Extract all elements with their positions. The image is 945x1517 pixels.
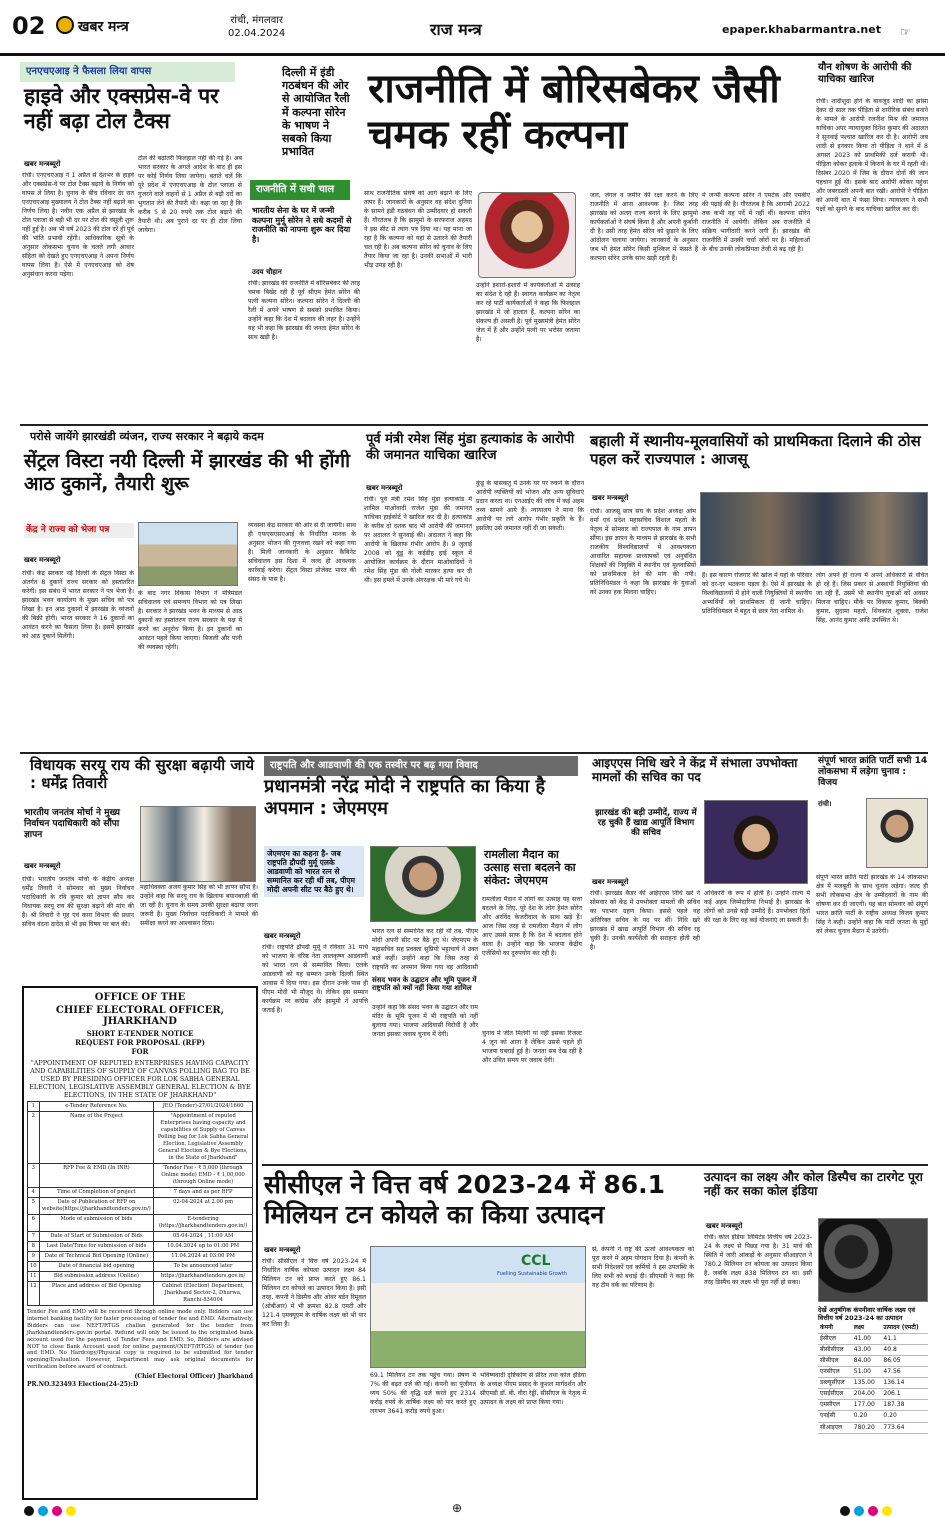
coal-table-row — [818, 1344, 928, 1355]
coalindia-body: रांची। कोल इंडिया लिमिटेड वित्तीय वर्ष 2023-24 के लक्ष्य से पिछड़ गया है। 31 मार्च की स्थिति में जारी आंकड़ों के अनुसार सीआइएल ने 780.2 मिलियन टन कोयला का उत्पादन किया है, जबकि लक्ष्य 838 मिलियन टन था। इसी तरह डिस्पैच का लक्ष्य भी पूरा नहीं हो सका। — [704, 1234, 812, 1286]
coal-table-header-cell: लक्ष्य — [852, 1323, 882, 1334]
notice-table-cell: 10 — [28, 1262, 40, 1272]
coal-table-cell: 86.05 — [881, 1355, 928, 1366]
kalpana-col-4: में जन्मी कल्पना सोरेन ने एमटेक और एमबीए की पढ़ाई की है। गौरतलब है कि आगामी 2022 तक कभी वह पर्दे में नहीं थीं। कल्पना सोरेन राजनीति में आयेंगी। लेकिन अब राजनीति में सक्रिय भागीदारी करने लगी हैं। झारखंड की राजनीति में उनकी चर्चा जोरों पर है। महिलाओं के बीच उनकी लोकप्रियता तेजी से बढ़ रही है। — [702, 192, 810, 253]
coal-table-cell: एनईसी — [818, 1411, 852, 1422]
vista-byline: खबर मन्त्रब्यूरो — [24, 556, 61, 564]
nidhi-sub: झारखंड की बड़ी उम्मीदें, राज्य में रह चुकी हैं खाद्य आपूर्ति विभाग की सचिव — [595, 808, 697, 839]
munda-body-2: कुंडू के बासकतु में उनके घर पर रुकने के दौरान आरोपी व्यक्तियों को भोजन और अन्य सुविधाएं प्रदान करता था। एनआईए की जांच में कई अहम तथ्य सामने आये हैं। न्यायालय ने माना कि आरोपी पर लगे आरोप गंभीर प्रकृति के हैं। इसलिए उसे जमानत नहीं दी जा सकती। — [476, 480, 584, 532]
nidhi-photo — [704, 800, 808, 884]
saryu-byline: खबर मन्त्रब्यूरो — [24, 862, 61, 870]
vijay-headline[interactable]: संपूर्ण भारत क्रांति पार्टी सभी 14 लोकसभा में लड़ेगा चुनाव : विजय — [818, 756, 928, 788]
bahali-body-3: लोग अपने ही राज्य में अपने अधिकारों से वंचित हो रहे हैं। जिस प्रकार से अस्थायी नियुक्तियां की जा रही हैं, उसमें भी स्थानीय युवाओं को अवसर मिलना चाहिए। मौके पर विकास कुमार, बिक्की कुमार, सुदामा महतो, शिवकांत शुक्ला, राजेश सिंह, आनंद कुमार आदि उपस्थित थे। — [816, 572, 928, 624]
coal-table-box — [818, 1306, 928, 1434]
divider — [20, 424, 928, 426]
saryu-photo — [140, 806, 256, 882]
coal-table-cell: एमसीएल — [818, 1400, 852, 1411]
delhi-kicker: राजनीति में सधी चाल — [250, 180, 350, 200]
city-day: रांची, मंगलवार — [230, 15, 283, 26]
coal-table-header-cell: उत्पादन (एमटी) — [881, 1323, 928, 1334]
crosshair-icon: ⊕ — [452, 1501, 463, 1515]
brand-name: खबर मन्त्र — [78, 19, 129, 35]
notice-table-cell: 7 days and as per RFP — [154, 1187, 253, 1197]
notice-table-cell: RFP Fee & EMD (In INR) — [39, 1163, 154, 1187]
notice-table-row — [28, 1215, 253, 1232]
notice-table-cell: 6 — [28, 1215, 40, 1232]
notice-table-row — [28, 1187, 253, 1197]
notice-sign: (Chief Electoral Officer) Jharkhand — [134, 1373, 253, 1381]
coal-table-cell: 135.00 — [852, 1378, 882, 1389]
toll-byline: खबर मन्त्रब्यूरो — [24, 160, 61, 168]
yaun-headline[interactable]: यौन शोषण के आरोपी की याचिका खारिज — [818, 62, 912, 85]
notice-table-cell: Date of Start of Submission of Bids — [39, 1232, 154, 1242]
ccl-headline[interactable]: सीसीएल ने वित्त वर्ष 2023-24 में 86.1 मिलियन टन कोयले का किया उत्पादन — [264, 1170, 666, 1229]
ccl-logo-sub: Fuelling Sustainable Growth — [497, 1271, 567, 1277]
modi-body-3: उन्होंने कहा कि संसद भवन के उद्घाटन और राम मंदिर के भूमि पूजन में भी राष्ट्रपति को नहीं बुलाया गया। भाजपा आदिवासी विरोधी है और जनता इसका जवाब चुनाव में देगी। — [372, 1004, 478, 1038]
jmm-leader-photo — [370, 846, 476, 922]
munda-body: रांची। पूर्व मंत्री रमेश सिंह मुंडा हत्याकांड में शामिल माओवादी राजेश मुंडा की जमानत याचिका हाईकोर्ट ने खारिज कर दी है। हत्याकांड के करीब दो दशक बाद भी आरोपी की जमानत पर अदालत ने सुनवाई की। अदालत ने कहा कि आरोपी के खिलाफ गंभीर आरोप हैं। 9 जुलाई 2008 को बुंडू के कईडीह हाई स्कूल में आयोजित कार्यक्रम के दौरान माओवादियों ने रमेश सिंह मुंडा की गोली मारकर हत्या कर दी थी। इस हमले में उनके अंगरक्षक भी मारे गये थे। — [364, 496, 472, 584]
munda-headline[interactable]: पूर्व मंत्री रमेश सिंह मुंडा हत्याकांड के आरोपी की जमानत याचिका खारिज — [366, 432, 575, 463]
coal-table-cell: एसईसीएल — [818, 1389, 852, 1400]
vista-subkicker: केंद्र ने राज्य को भेजा पत्र — [24, 523, 134, 538]
coal-table-row — [818, 1422, 928, 1433]
epaper-link[interactable]: epaper.khabarmantra.net — [722, 23, 881, 36]
bahali-group-photo — [700, 492, 928, 566]
coal-table-cell: डब्ल्यूसीएल — [818, 1378, 852, 1389]
coal-table-cell: 41.00 — [852, 1333, 882, 1344]
notice-title: CHIEF ELECTORAL OFFICER, JHARKHAND — [55, 1004, 225, 1027]
coal-table-row — [818, 1411, 928, 1422]
ramlila-headline[interactable]: रामलीला मैदान का उत्साह सत्ता बदलने का संकेत: जेएमएम — [484, 848, 576, 888]
coal-table-cell: 47.56 — [881, 1367, 928, 1378]
notice-table-cell: E-tendering (https://jharkhandtenders.gov.in/) — [154, 1215, 253, 1232]
notice-table-row — [28, 1101, 253, 1111]
kalpana-photo — [478, 192, 576, 278]
coal-table-cell: 136.14 — [881, 1378, 928, 1389]
divider — [262, 1164, 928, 1166]
notice-table-cell: Bid submission address (Online) — [39, 1272, 154, 1282]
vista-body-2: के बाद नगर विकास विभाग ने मंत्रिमंडल सचिवालय एवं समन्वय विभाग को पत्र लिखा है। सरकार ने झारखंड भवन के माध्यम से आठ दुकानों का हस्तांतरण राज्य सरकार के पक्ष में करने का अनुरोध किया है। इन दुकानों का आवंटन पहले किया जाएगा। बिजली और पानी की व्यवस्था रहेगी। — [138, 590, 242, 651]
notice-footer: Tender Fee and EMD will be received through online mode only. Bidders can use internet banking facility for faster processing of tender fee and EMD. Alternatively, Bidders can use NEFT/RTGS challan generated for the tender from jharkhandtenders.gov.in portal. Refund will only be issued to the originated bank account used for the payment of Tender Fees and EMD. So, Bidders are advised NOT to close Bank Account used for online payment/(NEFT/RTGS) of tender fee and EMD. No Hardcopy/Physical copy is required to be submitted for tender opening/Evaluation. However, Department may ask original documents for verification before award of contract. — [27, 1309, 253, 1371]
notice-table-cell: Place and address of Bid Opening — [39, 1282, 154, 1306]
toll-body-2: टोल की बढ़ोतरी फिलहाल नहीं की गई है। अब भारत सरकार के अगले आदेश के बाद ही इस पर कोई निर्णय लिया जायेगा। बताते चलें कि पूरे प्रदेश में एनएचएआइ के टोल प्लाजा से गुजरने वाले वाहनों से 1 अप्रैल से बढ़ी दरों का भुगतान लेने की तैयारी थी। कहा जा रहा है कि करीब 5 से 20 रुपये तक टोल बढ़ाने की तैयारी थी। अब पुराने दर पर ही टोल लिया जायेगा। — [138, 155, 242, 234]
vijay-photo — [866, 798, 928, 868]
notice-table-row — [28, 1262, 253, 1272]
saryu-headline[interactable]: विधायक सरयू राय की सुरक्षा बढ़ायी जाये : धर्मेंद्र तिवारी — [30, 756, 255, 792]
vista-body: रांची। केंद्र सरकार नई दिल्ली के सेंट्रल विस्टा के अंतर्गत 8 दुकानें राज्य सरकार को हस्तांतरित करेगी। इस संबंध में भारत सरकार ने पत्र भेजा है। झारखंड भवन कार्यालय के मुख्य सचिव को पत्र लिखा है। इन आठ दुकानों में झारखंड के व्यंजनों की बिक्री होगी। भारत सरकार ने 16 दुकानों का आवंटन करने का फैसला लिया है। इसमें झारखंड को आठ दुकानें मिलेंगी। — [22, 570, 134, 640]
notice-table-cell: JEO (Tender)-27/01/2024/1660 — [154, 1101, 253, 1111]
modi-byline: खबर मन्त्रब्यूरो — [264, 932, 301, 940]
ccl-byline: खबर मन्त्रब्यूरो — [264, 1246, 301, 1254]
delhi-body: रांची। झारखंड की राजनीति में बोरिसबेकर की तरह चमक बिखेर रही हैं पूर्व सीएम हेमंत सोरेन की पत्नी कल्पना सोरेन। कल्पना सोरेन ने दिल्ली की रैली में अपने भाषण से सबको प्रभावित किया। उन्होंने कहा कि देश में बदलाव की लहर है। उन्होंने यह भी कहा कि झारखंड की जनता हेमंत सोरेन के साथ खड़ी है। — [248, 280, 360, 341]
coal-table-cell: 84.00 — [852, 1355, 882, 1366]
notice-table-row — [28, 1111, 253, 1163]
notice-table-row — [28, 1232, 253, 1242]
coal-table-cell: सीआइएल — [818, 1422, 852, 1433]
coal-table-cell: सीसीएल — [818, 1355, 852, 1366]
coal-photo — [818, 1218, 928, 1302]
ccl-body-3: भविष्यवादी दृष्टिकोण से प्रेरित तथा कोल इंडिया के अध्यक्ष पीएम प्रसाद के कुशल मार्गदर्शन और सीएमडी डॉ. बी. वीरा रेड्डी, सीसीएल के नेतृत्व में उत्पादन के लक्ष्य को प्राप्त किया गया। — [480, 1372, 586, 1406]
kalpana-col-1: साथ राजनीतिक संघर्ष को आगे बढ़ाने के लिए तत्पर हैं। जानकारों के अनुसार वह संदेश दुनिया के सामने इंडी गठबंधन की उम्मीदवार हो सकती हैं। गौरतलब है कि झामुमो के सरफराज अहमद ने इस सीट से त्याग पत्र दिया था। यह माना जा रहा है कि कल्पना को यहां से उतारने की तैयारी चल रही है। अब कल्पना सोरेन को चुनाव के लिए तैयार किया जा रहा है। उनकी सभाओं में भारी भीड़ उमड़ रही है। — [364, 190, 472, 269]
bahali-body: रांची। आजसू छात्र संघ के प्रदेश अध्यक्ष ओम वर्मा एवं प्रदेश महासचिव विशाल महतो के नेतृत्व में सोमवार को राज्यपाल के नाम ज्ञापन सौंपा। इस ज्ञापन के माध्यम से झारखंड के सभी राजकीय विश्वविद्यालयों में आवश्यकता आधारित सहायक प्राध्यापकों एवं अनुबंधित शिक्षकों की नियुक्ति में स्थानीय एवं मूलवासियों को प्राथमिकता देने की मांग की गयी। प्रतिनिधिमंडल ने कहा कि झारखंड के युवाओं को उनका हक मिलना चाहिए। — [590, 508, 696, 596]
notice-table-cell: https://jharkhandtenders.gov.in/ — [154, 1272, 253, 1282]
ccl-body-2: 69.1 मिलियन टन तक पहुंच गया। प्रेषण में 7% की बढ़त दर्ज की गई। कंपनी का पूंजीगत व्यय 50% की वृद्धि दर्ज करते हुए 2314 करोड़ रुपये के वार्षिक लक्ष्य को पार करते हुए लगभग 3641 करोड़ रुपये हुआ। — [370, 1372, 476, 1415]
notice-table-cell: Name of the Project — [39, 1111, 154, 1163]
coal-table-row — [818, 1333, 928, 1344]
coal-table-row — [818, 1378, 928, 1389]
issue-date: 02.04.2024 — [228, 28, 286, 39]
modi-quote: जेएमएम का कहना है- जब राष्ट्रपति द्रौपदी मुर्मू एलके आडवाणी को भारत रत्न से सम्मानित कर रही थीं तब, पीएम मोदी अपनी सीट पर बैठे हुए थे। — [264, 846, 364, 897]
notice-rfp: REQUEST FOR PROPOSAL (RFP) — [75, 1037, 205, 1047]
coal-table-cell: 40.8 — [881, 1344, 928, 1355]
notice-table-cell: Date of financial bid opening — [39, 1262, 154, 1272]
toll-kicker: एनएचएआइ ने फैसला लिया वापस — [20, 62, 235, 82]
page-number: 02 — [12, 12, 46, 40]
coal-table-cell: 204.00 — [852, 1389, 882, 1400]
dateline — [228, 14, 285, 40]
notice-for: FOR — [131, 1047, 149, 1057]
bahali-body-2: हैं। इस कारण रोजगार की खोज में यहां के परिवार को दर-दर भटकना पड़ता है। ऐसे में झारखंड के विश्वविद्यालयों में होने वाली नियुक्तियों में स्थानीय अभ्यर्थियों को प्राथमिकता दी जानी चाहिए। प्रतिनिधिमंडल में बहुत से छात्र नेता शामिल थे। — [702, 572, 812, 615]
vista-kicker: परोसे जायेंगे झारखंडी व्यंजन, राज्य सरकार ने बढ़ाये कदम — [30, 430, 264, 443]
vista-headline[interactable]: सेंट्रल विस्टा नयी दिल्ली में झारखंड की भी होंगी आठ दुकानें, तैयारी शुरू — [24, 450, 351, 495]
coal-table-cell: 0.20 — [881, 1411, 928, 1422]
coalindia-byline: खबर मन्त्रब्यूरो — [706, 1222, 743, 1230]
notice-table-cell: 11 — [28, 1272, 40, 1282]
notice-desc: "APPOINTMENT OF REPUTED ENTERPRISES HAVING CAPACITY AND CAPABILITIES OF SUPPLY OF CANVAS POLLING BAG TO BE USED BY PRESIDING OFFICER FOR LOK SABHA GENERAL ELECTION, LEGISLATIVE ASSEMBLY GENERAL ELECTION & BYE ELECTIONS, IN THE STATE OF JHARKHAND" — [29, 1058, 251, 1099]
notice-table-cell: 2 — [28, 1111, 40, 1163]
coal-table-cell: 780.20 — [852, 1422, 882, 1433]
notice-table-cell: 12 — [28, 1282, 40, 1306]
notice-table-cell: 3 — [28, 1163, 40, 1187]
notice-table-cell: 7 — [28, 1232, 40, 1242]
notice-table-cell: 4 — [28, 1187, 40, 1197]
notice-table-cell: Cabinet (Election) Department, Jharkhand Sector-2, Dhurwa, Ranchi-834004 — [154, 1282, 253, 1306]
notice-table-cell: 1 — [28, 1101, 40, 1111]
notice-table-cell: e-Tender Reference No. — [39, 1101, 154, 1111]
notice-table-cell: "Appointment of reputed Enterprises having capacity and capabilities of Supply of Canvas Polling bag for Lok Sabha General Election, Legislative Assembly General Election & Bye Elections, in the State of Jharkhand" — [154, 1111, 253, 1163]
nidhi-body: रांची। झारखंड कैडर की आईएएस निधि खरे ने सोमवार को केंद्र में उपभोक्ता मामलों की सचिव का पदभार ग्रहण किया। इससे पहले वह अतिरिक्त सचिव के पद पर थीं। निधि खरे झारखंड में खाद्य आपूर्ति विभाग की सचिव रह चुकी हैं। उनकी कार्यशैली की सराहना होती रही है। — [590, 890, 700, 951]
notice-table-cell: Date of Publication of RFP on website(https://jharkhandtenders.gov.in/) — [39, 1198, 154, 1215]
delhi-byline: उदय चौहान — [252, 268, 282, 276]
modi-body: रांची। राष्ट्रपति द्रौपदी मुर्मू ने रविवार 31 मार्च को भाजपा के वरिष्ठ नेता लालकृष्ण आडवाणी को भारत रत्न से सम्मानित किया। एलके आडवाणी को यह सम्मान उनके दिल्ली स्थित आवास में दिया गया। इस दौरान उनके पास ही पीएम मोदी भी मौजूद थे। लेकिन इस सम्मान कार्यक्रम पर कांग्रेस और झामुमो ने आपत्ति जताई है। — [262, 944, 368, 1014]
coal-table-title: देखें अनुषंगिक कंपनीवार वार्षिक लक्ष्य एवं वित्तीय वर्ष 2023-24 का उत्पादन — [818, 1306, 916, 1323]
modi-headline[interactable]: प्रधानमंत्री नरेंद्र मोदी ने राष्ट्रपति का किया है अपमान : जेएमएम — [264, 776, 546, 819]
saryu-body: रांची। भारतीय जनतंत्र मोर्चा के केंद्रीय अध्यक्ष धर्मेंद्र तिवारी ने सोमवार को मुख्य निर्वाचन पदाधिकारी के रवि कुमार को ज्ञापन सौंप कर विधायक सरयू राय की सुरक्षा बढ़ाने की मांग की है। श्री तिवारी ने गृह एवं कारा विभाग की प्रधान सचिव वंदना दादेल से भी इस विषय पर बात की। — [22, 876, 134, 928]
notice-office: OFFICE OF THE — [94, 992, 186, 1003]
coal-table-cell: एनसीएल — [818, 1367, 852, 1378]
coal-table-cell: 206.1 — [881, 1389, 928, 1400]
coal-table-header-cell: कंपनी — [818, 1323, 852, 1334]
coal-table-cell: 41.1 — [881, 1333, 928, 1344]
ccl-building-photo — [370, 1246, 586, 1368]
notice-table-cell: Time of Completion of project — [39, 1187, 154, 1197]
notice-table-cell: Last Date/Time for submission of bids — [39, 1242, 154, 1252]
coal-table-row — [818, 1367, 928, 1378]
coal-table-cell: बीसीसीएल — [818, 1344, 852, 1355]
masthead — [0, 0, 945, 56]
modi-body-2: भारत रत्न से सम्मानित कर रही थीं तब, पीएम मोदी अपनी सीट पर बैठे हुए थे। जेएमएम के महासचिव सह प्रवक्ता सुप्रियो भट्टाचार्य ने उक्त बातें कहीं। उन्होंने कहा कि जिस तरह से राष्ट्रपति का अपमान किया गया वह आदिवासी — [372, 928, 478, 971]
notice-table-row — [28, 1252, 253, 1262]
ramlila-body-2: चुनाव में जीत मिलेगी या नहीं इसका रिजल्ट 4 जून को आना है लेकिन उससे पहले ही भाजपा घबराई हुई है। जनता सब देख रही है और उचित समय पर जवाब देगी। — [482, 1030, 582, 1064]
ccl-logo: CCL — [521, 1253, 551, 1269]
divider — [20, 752, 928, 754]
ccl-body: रांची। सीसीएल ने वित्त वर्ष 2023-24 में निर्धारित वार्षिक कोयला उत्पादन लक्ष्य 84 मिलियन टन को प्राप्त करते हुए 86.1 मिलियन टन कोयले का उत्पादन किया है। इसी तरह, कंपनी ने डिस्पैच और ओवर बर्डन रिमूवल (ओबीआर) में भी क्रमशः 82.8 एमटी और 121.4 एमक्यूएम के वार्षिक लक्ष्य को भी पार कर लिया है। — [262, 1258, 366, 1328]
vista-photo — [138, 522, 238, 586]
coal-table-row — [818, 1400, 928, 1411]
notice-table-cell: 5 — [28, 1198, 40, 1215]
modi-kicker: राष्ट्रपति और आडवाणी की एक तस्वीर पर बढ़ गया विवाद — [264, 756, 578, 776]
coal-table-cell: 0.20 — [852, 1411, 882, 1422]
saryu-sub: भारतीय जनतंत्र मोर्चा ने मुख्य निर्वाचन पदाधिकारी को सौंपा ज्ञापन — [24, 808, 120, 840]
nidhi-byline: खबर मन्त्रब्यूरो — [592, 878, 629, 886]
modi-sub: संसद भवन के उद्घाटन और भूमि पूजन में राष्ट्रपति को क्यों नहीं किया गया शामिल — [372, 976, 477, 993]
coal-table-cell: ईसीएल — [818, 1333, 852, 1344]
notice-table-cell: Date of Technical Bid Opening (Online) — [39, 1252, 154, 1262]
coal-table-cell: 187.38 — [881, 1400, 928, 1411]
kalpana-col-3: जल, जंगल व जमीन की रक्षा करने के लिए राजनीति में आना आवश्यक है। जिस तरह झारखंड को अलग राज्य बनाने के लिए झामुमो कार्यकर्ताओं ने संघर्ष किया है और अपनी कुर्बानी दी है। उसी तरह हेमंत सोरेन को छुड़ाने के लिए आंदोलन चलाया जायेगा। जानकारों के अनुसार जब भी हेमंत सोरेन किसी मुश्किल में फंसते हैं कल्पना सोरेन उनके साथ खड़ी रहती हैं। — [590, 192, 698, 262]
nidhi-headline[interactable]: आइएएस निधि खरे ने केंद्र में संभाला उपभोक्ता मामलों की सचिव का पद — [592, 756, 798, 785]
coal-table-cell: 177.00 — [852, 1400, 882, 1411]
notice-table-row — [28, 1198, 253, 1215]
bahali-headline[interactable]: बहाली में स्थानीय-मूलवासियों को प्राथमिकता दिलाने की ठोस पहल करें राज्यपाल : आजसू — [590, 432, 921, 468]
coalindia-headline[interactable]: उत्पादन का लक्ष्य और कोल डिस्पैच का टारगेट पूरा नहीं कर सका कोल इंडिया — [704, 1170, 923, 1199]
coal-table-header — [818, 1323, 928, 1334]
notice-table — [27, 1101, 253, 1306]
registration-marks — [24, 1506, 80, 1517]
notice-table-cell: Tender Fee - ₹ 5,000 (through Online mode) EMD - ₹ 1,00,000 (through Online mode) — [154, 1163, 253, 1187]
notice-table-cell: 9 — [28, 1252, 40, 1262]
notice-table-cell: 8 — [28, 1242, 40, 1252]
coal-table-cell: 43.00 — [852, 1344, 882, 1355]
notice-table-cell: 05-04-2024 , 11:00 AM — [154, 1232, 253, 1242]
delhi-rally-headline[interactable]: दिल्ली में इंडी गठबंधन की ओर से आयोजित रैली में कल्पना सोरेन के भाषण ने सबको किया प्रभावित — [282, 66, 350, 159]
yaun-body: रांची। शादीशुदा होने के बावजूद शादी का झांसा देकर दो साल तक पीड़िता से शारीरिक संबंध बनाने के मामले के आरोपी रजनीश मिश्र की जमानत याचिका अपर न्यायायुक्त दिनेश कुमार की अदालत ने सुनवाई पश्चात खारिज कर दी है। आरोपी जब शादी से इनकार किया तो पीड़िता ने थाने में 8 अगस्त 2023 को प्राथमिकी दर्ज करायी थी। पीड़िता कोकर इलाके में किराये के घर में रहती थी। दिसंबर 2020 में जिम के दौरान दोनों की जान पहचान हुई थी। इसके बाद आरोपी कोकर पहुंचा और जबरदस्ती अपनी बात रखी। आरोपी ने पीड़िता को अपनी बात में फंसा लिया। न्यायालय ने सभी पक्षों को सुनने के बाद याचिका खारिज कर दी। — [816, 98, 928, 213]
toll-body: रांची। एनएचएआइ ने 1 अप्रैल से देशभर के हाइवे और एक्सप्रेस-वे पर टोल टैक्स बढ़ाने के निर्णय को वापस ले लिया है। चुनाव के बीच रविवार देर रात एनएचएआइ मुख्यालय ने टोल टैक्स नहीं बढ़ाने का निर्णय लिया है। नवीन एक अप्रैल से झारखंड के टोल प्लाजा से बड़ी भी दर पर टोल की वसूली शुरू नहीं हुई है। अब भी वर्ष 2023 की टोल दरें ही पूर्व की भांति प्रभावी रहेंगी। आधिकारिक सूत्रों के अनुसार लोकसभा चुनाव के चलते लगी आचार संहिता को देखते हुए एनएचएआइ ने अपना निर्णय वापस लिया है। ऐसे में एनएचएआइ को शेष अनुसंधान करना पड़ेगा। — [22, 172, 134, 278]
saryu-body-2: महाधिवक्ता अजय कुमार सिंह को भी ज्ञापन सौंपा है। उन्होंने कहा कि सरयू राय के खिलाफ बयानबाजी की जा रही है। चुनाव के समय उनकी सुरक्षा बढ़ाया जाना जरूरी है। मुख्य निर्वाचन पदाधिकारी ने मामले की समीक्षा करने का आश्वासन दिया। — [140, 884, 258, 927]
notice-table-cell: 02-04-2024 at 2.00 pm — [154, 1198, 253, 1215]
brand-logo-icon — [56, 16, 74, 34]
vijay-body: संपूर्ण भारत क्रांति पार्टी झारखंड के 14 लोकसभा क्षेत्र में मजबूती के साथ चुनाव लड़ेगा। जल्द ही सभी लोकसभा क्षेत्र के उम्मीदवारों के नाम की घोषणा कर दी जाएगी। यह बात सोमवार को संपूर्ण भारत क्रांति पार्टी के राष्ट्रीय अध्यक्ष विजय कुमार सिंह ने कही। उन्होंने कहा कि पार्टी जनता के मुद्दों को लेकर चुनाव मैदान में उतरेगी। — [816, 874, 928, 935]
section-title: राज मन्त्र — [430, 20, 482, 39]
ccl-body-4: से, कंपनी ने राष्ट्र की ऊर्जा आवश्यकता को पूरा करने में अहम योगदान दिया है। कंपनी के सभी निदेशकों एवं कर्मियों ने इस उपलब्धि के लिए सभी को बधाई दी। सीएमडी ने कहा कि यह टीम वर्क का परिणाम है। — [592, 1246, 694, 1289]
delhi-quote: भारतीय सेना के घर में जन्मी कल्पना मुर्मू सोरेन ने सधे कदमों से राजनीति को नापना शुरू कर दिया है। — [252, 206, 352, 244]
coal-table-cell: 51.00 — [852, 1367, 882, 1378]
kalpana-headline[interactable]: राजनीति में बोरिसबेकर जैसी चमक रहीं कल्पना — [368, 66, 780, 158]
coal-table-row — [818, 1389, 928, 1400]
notice-table-cell: 10.04.2024 up to 01:00 PM — [154, 1242, 253, 1252]
registration-marks — [840, 1506, 896, 1517]
nidhi-body-2: अधिकारी के रूप में होती है। उन्होंने राज्य में कई अहम जिम्मेदारियां निभाई हैं। झारखंड के लोगों को उनसे बड़ी उम्मीदें हैं। उपभोक्ता हितों की रक्षा के लिए वह कई योजनाएं ला सकती हैं। — [704, 890, 810, 924]
munda-byline: खबर मन्त्रब्यूरो — [366, 484, 403, 492]
pointer-icon: ☞ — [900, 25, 911, 39]
toll-headline[interactable]: हाइवे और एक्सप्रेस-वे पर नहीं बढ़ा टोल टैक्स — [24, 84, 219, 134]
ramlila-body: रामलीला मैदान में लोगों का उत्साह यह सत्ता बदलने के लिए, पूरे देश के लोग हेमंत सोरेन और अरविंद केजरीवाल के साथ खड़े हैं। आज जिस तरह से रामलीला मैदान में लोग आए उससे साफ है कि देश में बदलाव होने वाला है। उन्होंने कहा कि भाजपा केंद्रीय एजेंसियों का दुरुपयोग कर रही है। — [482, 896, 582, 957]
notice-table-row — [28, 1163, 253, 1187]
vijay-byline: रांची। — [818, 800, 832, 808]
notice-table-row — [28, 1242, 253, 1252]
vista-body-3: व्यवस्था केंद्र सरकार की ओर से दी जायेगी। साथ ही एफएसएसएआई के निर्धारित मानक के अनुसार भोजन की गुणवत्ता रखने को कहा गया है। मिली जानकारी के अनुसार कैबिनेट सचिवालय इस दिशा में जल्द ही आवश्यक कार्रवाई करेगा। सेंट्रल विस्टा प्रोजेक्ट भारत की संसद के पास है। — [248, 522, 356, 583]
notice-pr: PR.NO.323493 Election(24-25):D — [27, 1381, 139, 1389]
coal-table — [818, 1323, 928, 1434]
notice-table-cell: Mode of submission of bids — [39, 1215, 154, 1232]
tender-notice — [22, 986, 258, 1500]
notice-table-cell: 11.04.2024 at 03:00 PM — [154, 1252, 253, 1262]
notice-table-row — [28, 1282, 253, 1306]
coal-table-cell: 773.64 — [881, 1422, 928, 1433]
bahali-byline: खबर मन्त्रब्यूरो — [592, 494, 629, 502]
coal-table-row — [818, 1355, 928, 1366]
notice-table-cell: To be announced later — [154, 1262, 253, 1272]
notice-table-row — [28, 1272, 253, 1282]
kalpana-col-2: उन्होंने इशारों-इशारों में कार्यकर्ताओं में उत्साह का संदेश दे रही हैं। स्वागत कार्यक्रम का नेतृत्व कर रहे पार्टी कार्यकर्ताओं ने कहा कि फिलहाल झारखंड में जो हालात हैं, कल्पना सोरेन का संकल्प ही असली है। पूर्व मुख्यमंत्री हेमंत सोरेन जेल में हैं और उन्होंने पत्नी पर भरोसा जताया है। — [476, 282, 580, 343]
notice-type: SHORT E-TENDER NOTICE — [86, 1028, 194, 1038]
